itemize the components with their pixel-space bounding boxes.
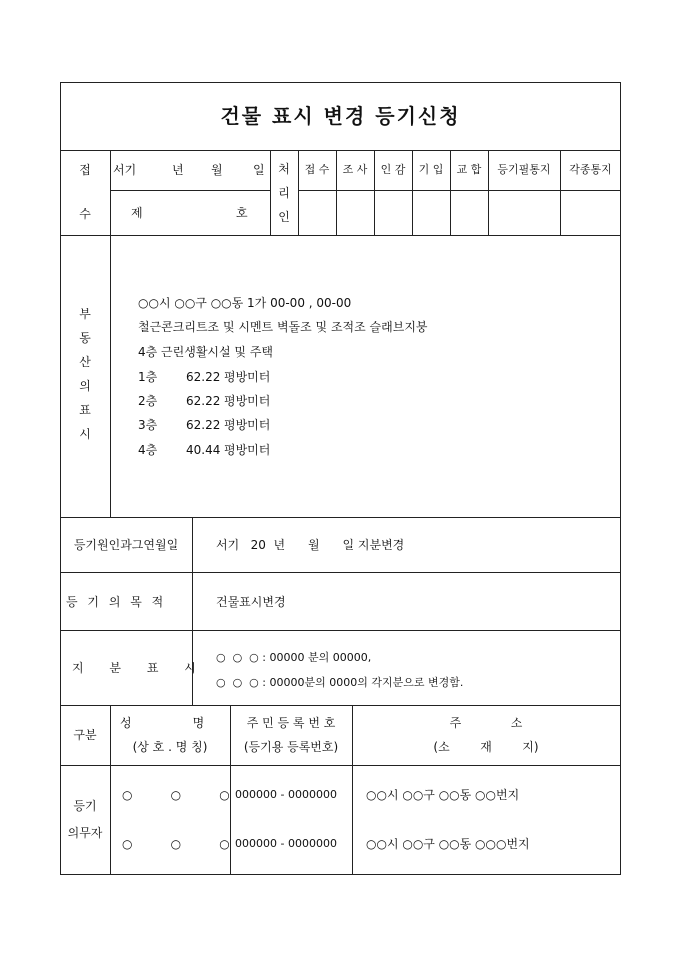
receipt-number-prefix: 제 — [131, 206, 143, 220]
floor-unit: 평방미터 — [224, 370, 271, 384]
property-label-3: 산 — [79, 355, 91, 369]
floor-area: 40.44 — [186, 443, 221, 457]
receipt-date-month: 월 — [211, 163, 223, 177]
receipt-label-top: 접 — [79, 163, 91, 177]
share-label: 지 분 표 시 — [72, 661, 207, 675]
header-id-2: (등기용 등록번호) — [243, 740, 339, 754]
cause-value: 서기 20 년 월 일 지분변경 — [216, 538, 405, 552]
party-id: 000000 - 0000000 — [235, 837, 337, 850]
property-address: ○○시 ○○구 ○○동 1가 00-00 , 00-00 — [138, 296, 352, 310]
property-label-1: 부 — [79, 307, 91, 321]
receipt-date-day: 일 — [253, 163, 265, 177]
floor-area: 62.22 — [186, 418, 221, 432]
property-structure: 철근콘크리트조 및 시멘트 벽돌조 및 조적조 슬래브지붕 — [138, 320, 428, 334]
cause-label: 등기원인과그연월일 — [73, 538, 179, 552]
property-label-2: 동 — [79, 331, 91, 345]
party-name: ○ ○ ○ — [122, 788, 230, 802]
party-address: ○○시 ○○구 ○○동 ○○○번지 — [366, 837, 530, 851]
floor-unit: 평방미터 — [224, 443, 271, 457]
floor-area: 62.22 — [186, 394, 221, 408]
processor-label-2: 리 — [278, 186, 290, 200]
col-entry: 기 입 — [418, 163, 444, 176]
floor-unit: 평방미터 — [224, 418, 271, 432]
property-label-5: 표 — [79, 403, 91, 417]
col-various-notice: 각종통지 — [569, 163, 612, 176]
floor-label: 3층 — [138, 418, 158, 432]
header-id-1: 주 민 등 록 번 호 — [246, 716, 336, 730]
receipt-label-bottom: 수 — [79, 207, 91, 221]
processor-label-3: 인 — [278, 210, 290, 224]
receipt-date-prefix: 서기 — [113, 163, 137, 177]
share-line-1: ○ ○ ○ : 00000 분의 00000, — [216, 651, 372, 664]
receipt-date-year: 년 — [172, 163, 184, 177]
header-name-2: (상 호 . 명 칭) — [132, 740, 208, 754]
floor-label: 2층 — [138, 394, 158, 408]
col-completion-notice: 등기필통지 — [497, 163, 551, 176]
property-label-4: 의 — [79, 379, 91, 393]
col-collation: 교 합 — [456, 163, 482, 176]
col-seal: 인 감 — [380, 163, 406, 176]
property-usage: 4층 근린생활시설 및 주택 — [138, 345, 273, 359]
share-line-2: ○ ○ ○ : 00000분의 0000의 각지분으로 변경함. — [216, 676, 464, 689]
header-address-2: (소 재 지) — [433, 740, 539, 754]
floor-unit: 평방미터 — [224, 394, 271, 408]
processor-label-1: 처 — [278, 162, 290, 176]
floor-label: 1층 — [138, 370, 158, 384]
role-label-2: 의무자 — [67, 826, 103, 840]
party-name: ○ ○ ○ — [122, 837, 230, 851]
party-id: 000000 - 0000000 — [235, 788, 337, 801]
property-label-6: 시 — [79, 427, 91, 441]
page-title: 건물 표시 변경 등기신청 — [220, 104, 461, 128]
party-address: ○○시 ○○구 ○○동 ○○번지 — [366, 788, 520, 802]
floor-area: 62.22 — [186, 370, 221, 384]
purpose-label: 등 기 의 목 적 — [66, 595, 167, 609]
header-name-1: 성 명 — [120, 716, 205, 730]
role-label-1: 등기 — [73, 799, 97, 813]
purpose-value: 건물표시변경 — [216, 595, 286, 609]
header-section: 구분 — [73, 728, 97, 742]
receipt-number-suffix: 호 — [236, 206, 248, 220]
col-receipt: 접 수 — [304, 163, 330, 176]
header-address-1: 주 소 — [449, 716, 523, 730]
col-investigation: 조 사 — [342, 163, 368, 176]
floor-label: 4층 — [138, 443, 158, 457]
